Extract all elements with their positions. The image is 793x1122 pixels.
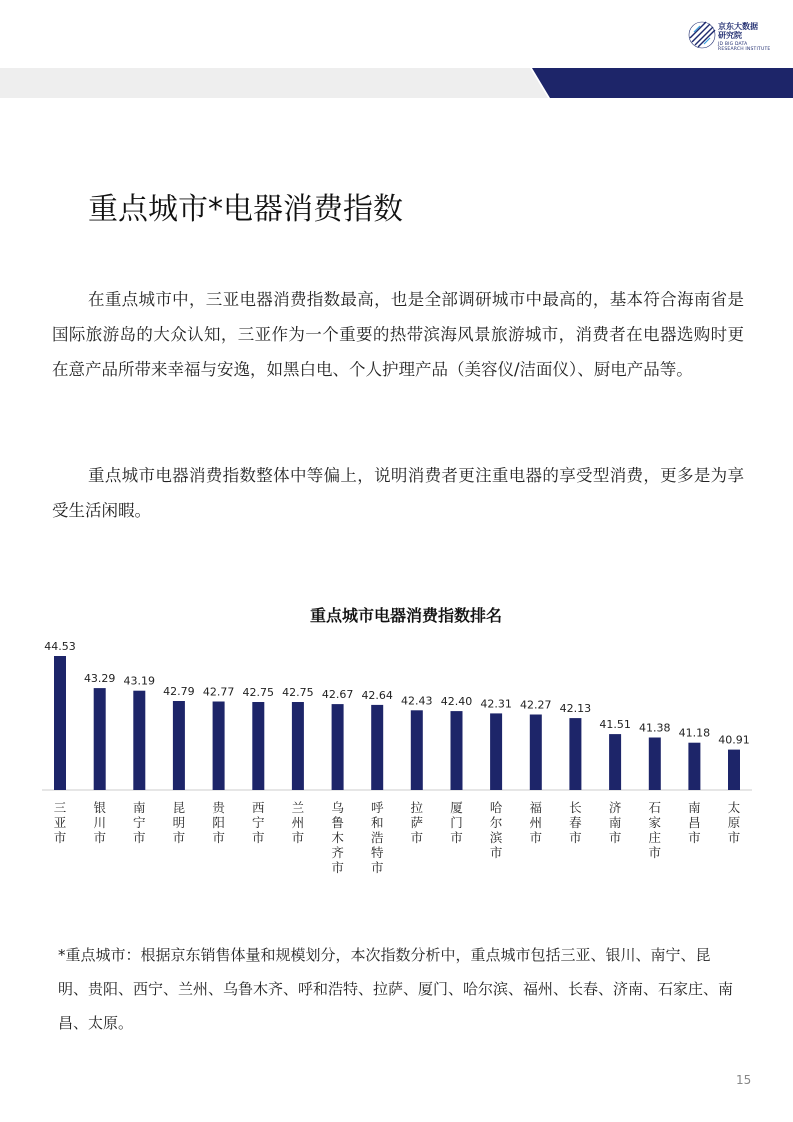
bar-14 [609,734,621,790]
category-label-15: 石家庄市 [648,800,662,860]
bar-6 [292,702,304,790]
value-label-7: 42.67 [321,688,354,702]
category-label-9: 拉萨市 [410,800,424,845]
bar-17 [728,750,740,790]
bar-4 [213,702,225,791]
value-label-9: 42.43 [401,694,433,708]
category-label-6: 兰州市 [291,800,305,845]
category-label-1: 银川市 [93,800,106,845]
value-label-16: 41.18 [678,726,711,740]
logo-mark-icon [688,20,716,50]
category-label-11: 哈尔滨市 [489,800,503,860]
jd-big-data-logo [688,20,778,54]
category-label-4: 贵阳市 [212,800,225,845]
header-band [0,68,793,98]
page-number: 15 [736,1073,752,1087]
value-label-3: 42.79 [163,685,195,698]
value-label-12: 42.27 [520,698,552,712]
bar-2 [133,691,145,790]
category-label-5: 西宁市 [252,800,265,845]
bar-1 [94,688,106,790]
city-index-bar-chart [0,598,793,898]
bar-16 [688,743,700,790]
paragraph-1: 在重点城市中，三亚电器消费指数最高，也是全部调研城市中最高的，基本符合海南省是国际旅游岛的大众认知，三亚作为一个重要的热带滨海风景旅游城市，消费者在电器选购时更在意产品所带来幸福与安逸，如黑白电、个人护理产品（美容仪/洁面仪）、厨电产品等。 [52,290,744,379]
category-label-7: 乌鲁木齐市 [331,800,344,875]
bar-12 [530,715,542,791]
bar-9 [411,710,423,790]
value-label-0: 44.53 [44,640,76,653]
category-label-3: 昆明市 [172,800,186,845]
value-label-5: 42.75 [242,686,275,699]
bar-7 [332,704,344,790]
value-label-2: 43.19 [123,674,156,688]
bar-11 [490,713,502,790]
value-label-6: 42.75 [282,686,314,699]
value-label-15: 41.38 [639,721,671,735]
value-label-1: 43.29 [83,672,116,686]
bar-13 [569,718,581,790]
category-label-16: 南昌市 [688,800,701,845]
category-label-14: 济南市 [608,800,622,845]
category-label-13: 长春市 [569,800,582,845]
category-label-12: 福州市 [529,800,543,845]
bar-15 [649,738,661,791]
bar-0 [54,656,66,790]
bar-5 [252,702,264,790]
bar-10 [451,711,463,790]
header-band-dark [532,68,793,98]
value-label-14: 41.51 [599,718,631,732]
bar-8 [371,705,383,790]
header-band-light [0,68,548,98]
logo-en-text: JD BIG DATA RESEARCH INSTITUTE [718,42,771,52]
category-label-10: 厦门市 [450,800,463,845]
value-label-17: 40.91 [718,733,750,747]
value-label-4: 42.77 [202,685,235,699]
logo-cn-text: 京东大数据 研究院 [718,22,758,40]
chart-title: 重点城市电器消费指数排名 [309,606,503,625]
category-label-0: 三亚市 [53,800,67,845]
value-label-13: 42.13 [559,702,592,716]
category-label-2: 南宁市 [133,800,146,845]
bar-3 [173,701,185,790]
value-label-10: 42.40 [440,695,473,709]
value-label-11: 42.31 [480,697,512,711]
value-label-8: 42.64 [361,688,393,702]
category-label-17: 太原市 [727,800,741,845]
paragraph-2: 重点城市电器消费指数整体中等偏上，说明消费者更注重电器的享受型消费，更多是为享受生活闲暇。 [52,466,744,520]
category-label-8: 呼和浩特市 [370,800,384,875]
footnote: *重点城市：根据京东销售体量和规模划分，本次指数分析中，重点城市包括三亚、银川、南宁、昆明、贵阳、西宁、兰州、乌鲁木齐、呼和浩特、拉萨、厦门、哈尔滨、福州、长春、济南、石家庄、南昌、太原。 [58,946,734,1032]
page-title: 重点城市*电器消费指数 [88,192,403,227]
